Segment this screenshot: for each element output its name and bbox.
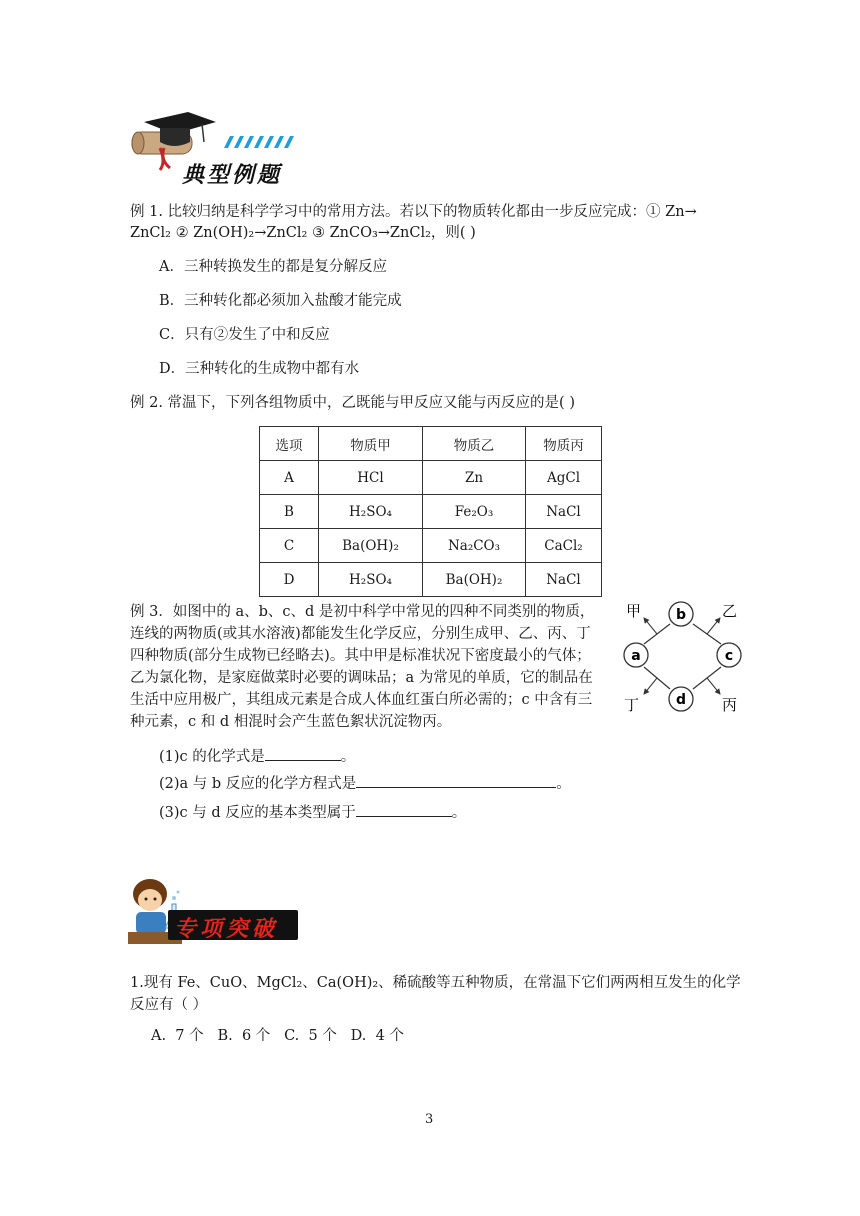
- table-cell: Ba(OH)₂: [423, 563, 526, 597]
- table-row: [260, 529, 602, 563]
- answer-blank[interactable]: [356, 773, 556, 788]
- q3-sub1-end: 。: [340, 749, 356, 765]
- product-ding: 丁: [624, 696, 640, 714]
- answer-blank[interactable]: [356, 802, 452, 817]
- arrow-yi: [707, 618, 720, 634]
- p1-options: A. 7 个 B. 6 个 C. 5 个 D. 4 个: [151, 1028, 404, 1044]
- p1-stem-line2: 反应有（ ）: [130, 997, 208, 1013]
- p1-stem-line1: 1.现有 Fe、CuO、MgCl₂、Ca(OH)₂、稀硫酸等五种物质，在常温下它们两两相互发生的化学: [130, 975, 741, 991]
- product-yi: 乙: [722, 602, 738, 620]
- q1-option-c: C．只有②发生了中和反应: [159, 327, 330, 343]
- banner-title: 典型例题: [182, 163, 283, 188]
- banner2-title: 专项突破: [174, 917, 279, 942]
- table-row: [260, 461, 602, 495]
- arrow-ding: [644, 678, 657, 694]
- table-cell: CaCl₂: [526, 529, 602, 563]
- node-c-label: c: [724, 648, 734, 664]
- q1-option-a: A．三种转换发生的都是复分解反应: [159, 259, 387, 275]
- table-cell: Zn: [423, 461, 526, 495]
- q1-stem-line2: ZnCl₂ ② Zn(OH)₂→ZnCl₂ ③ ZnCO₃→ZnCl₂，则( ): [130, 225, 476, 241]
- q3-sub3: [159, 802, 466, 823]
- q3-line: 连线的两物质(或其水溶液)都能发生化学反应，分别生成甲、乙、丙、丁: [130, 626, 591, 642]
- arrow-bing: [707, 678, 720, 694]
- table-cell: Ba(OH)₂: [319, 529, 423, 563]
- table-cell: HCl: [319, 461, 423, 495]
- q3-line: 例 3．如图中的 a、b、c、d 是初中科学中常见的四种不同类别的物质，: [130, 604, 595, 620]
- q3-sub2-text: (2)a 与 b 反应的化学方程式是: [159, 776, 357, 792]
- table-cell: Fe₂O₃: [423, 495, 526, 529]
- table-cell: D: [260, 563, 319, 597]
- product-jia: 甲: [626, 602, 642, 620]
- table-cell: H₂SO₄: [319, 563, 423, 597]
- q3-reaction-diagram: [622, 598, 744, 716]
- q3-line: 生活中应用极广，其组成元素是合成人体血红蛋白所必需的；c 中含有三: [130, 692, 593, 708]
- banner-special-breakthrough: [128, 876, 308, 948]
- table-header-row: [260, 427, 602, 461]
- q3-sub3-end: 。: [451, 805, 467, 821]
- table-cell: A: [260, 461, 319, 495]
- q3-sub2: [159, 773, 571, 794]
- table-row: [260, 563, 602, 597]
- table-cell: B: [260, 495, 319, 529]
- q3-line: 种元素，c 和 d 相混时会产生蓝色絮状沉淀物丙。: [130, 714, 452, 730]
- table-header-cell: 选项: [260, 427, 319, 461]
- q3-sub1: [159, 746, 355, 767]
- banner-typical-examples: [130, 108, 330, 188]
- page-number: 3: [425, 1112, 434, 1127]
- arrow-jia: [644, 618, 657, 634]
- table-header-cell: 物质乙: [423, 427, 526, 461]
- node-a-label: a: [631, 648, 641, 664]
- table-row: [260, 495, 602, 529]
- q3-line: 四种物质(部分生成物已经略去)。其中甲是标准状况下密度最小的气体；: [130, 648, 591, 664]
- table-cell: C: [260, 529, 319, 563]
- table-cell: NaCl: [526, 495, 602, 529]
- q1-stem-line1: 例 1. 比较归纳是科学学习中的常用方法。若以下的物质转化都由一步反应完成：① Zn→: [130, 204, 697, 220]
- q1-option-d: D．三种转化的生成物中都有水: [159, 361, 360, 377]
- q1-option-b: B．三种转化都必须加入盐酸才能完成: [159, 293, 402, 309]
- q3-sub2-end: 。: [556, 776, 571, 792]
- table-cell: H₂SO₄: [319, 495, 423, 529]
- answer-blank[interactable]: [265, 746, 341, 761]
- table-header-cell: 物质甲: [319, 427, 423, 461]
- q3-line: 乙为氯化物，是家庭做菜时必要的调味品；a 为常见的单质，它的制品在: [130, 670, 593, 686]
- table-header-cell: 物质丙: [526, 427, 602, 461]
- q3-sub1-text: (1)c 的化学式是: [159, 749, 265, 765]
- table-cell: AgCl: [526, 461, 602, 495]
- q2-stem: 例 2. 常温下，下列各组物质中，乙既能与甲反应又能与丙反应的是( ): [130, 395, 575, 411]
- q2-table: [259, 426, 602, 597]
- node-b-label: b: [675, 607, 687, 623]
- table-cell: Na₂CO₃: [423, 529, 526, 563]
- product-bing: 丙: [722, 696, 738, 714]
- q3-sub3-text: (3)c 与 d 反应的基本类型属于: [159, 805, 356, 821]
- node-d-label: d: [675, 692, 687, 708]
- table-cell: NaCl: [526, 563, 602, 597]
